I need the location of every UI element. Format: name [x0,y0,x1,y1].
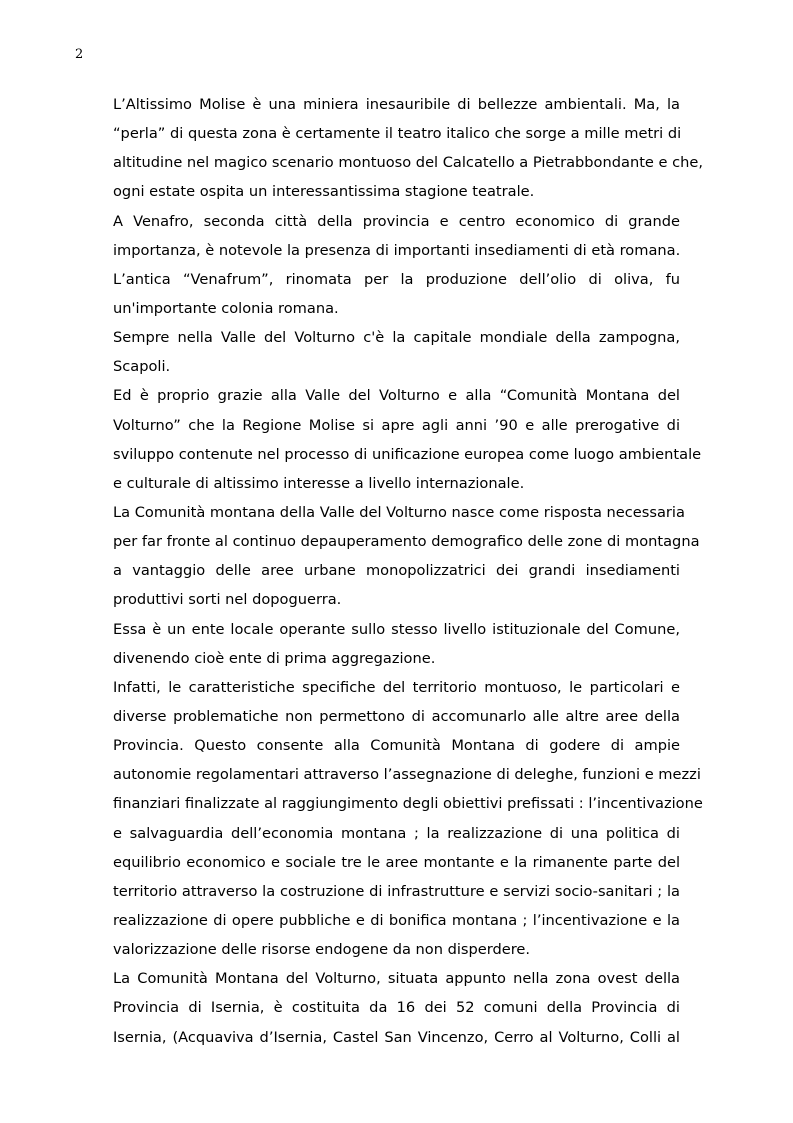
text-line: altitudine nel magico scenario montuoso del Calcatello a Pietrabbondante e che, [113,154,704,172]
text-line: produttivi sorti nel dopoguerra. [113,591,342,609]
text-line: per far fronte al continuo depauperamento demografico delle zone di montagna [113,533,700,551]
text-line: Essa è un ente locale operante sullo stesso livello istituzionale del Comune, [113,620,680,638]
text-line: L’antica “Venafrum”, rinomata per la produzione dell’olio di oliva, fu [113,270,680,288]
text-line: a vantaggio delle aree urbane monopolizzatrici dei grandi insediamenti [113,562,680,580]
text-line: valorizzazione delle risorse endogene da non disperdere. [113,941,531,959]
text-line: Provincia di Isernia, è costituita da 16 dei 52 comuni della Provincia di [113,999,680,1017]
text-line: “perla” di questa zona è certamente il teatro italico che sorge a mille metri di [113,125,682,143]
text-line: A Venafro, seconda città della provincia e centro economico di grande [113,212,680,230]
text-line: divenendo cioè ente di prima aggregazione. [113,649,436,667]
text-line: L’Altissimo Molise è una miniera inesauribile di bellezze ambientali. Ma, la [113,96,680,113]
page-number: 2 [75,47,84,62]
body-text [113,90,704,1052]
text-line: Provincia. Questo consente alla Comunità Montana di godere di ampie [113,737,680,755]
text-line: realizzazione di opere pubbliche e di bonifica montana ; l’incentivazione e la [113,911,680,929]
text-line: Sempre nella Valle del Volturno c'è la capitale mondiale della zampogna, [113,329,680,347]
text-line: Scapoli. [113,358,171,376]
text-line: Infatti, le caratteristiche specifiche del territorio montuoso, le particolari e [113,678,680,696]
text-line: ogni estate ospita un interessantissima stagione teatrale. [113,183,535,201]
text-line: La Comunità Montana del Volturno, situata appunto nella zona ovest della [113,970,680,988]
text-line: e culturale di altissimo interesse a livello internazionale. [113,474,525,492]
text-line: un'importante colonia romana. [113,299,339,317]
text-line: diverse problematiche non permettono di accomunarlo alle altre aree della [113,707,680,725]
text-line: sviluppo contenute nel processo di unificazione europea come luogo ambientale [113,445,702,463]
text-line: importanza, è notevole la presenza di importanti insediamenti di età romana. [113,241,681,259]
text-line: territorio attraverso la costruzione di infrastrutture e servizi socio-sanitari ; la [113,882,680,900]
text-line: equilibrio economico e sociale tre le aree montante e la rimanente parte del [113,853,680,871]
text-line: e salvaguardia dell’economia montana ; la realizzazione di una politica di [113,824,680,842]
text-line: autonomie regolamentari attraverso l’assegnazione di deleghe, funzioni e mezzi [113,766,701,784]
text-line: La Comunità montana della Valle del Volturno nasce come risposta necessaria [113,503,685,521]
text-line: Volturno” che la Regione Molise si apre agli anni ’90 e alle prerogative di [113,416,680,434]
text-line: finanziari finalizzate al raggiungimento degli obiettivi prefissati : l’incentivazione [113,795,703,813]
text-line: Isernia, (Acquaviva d’Isernia, Castel San Vincenzo, Cerro al Volturno, Colli al [113,1028,680,1046]
text-line: Ed è proprio grazie alla Valle del Volturno e alla “Comunità Montana del [113,387,680,405]
